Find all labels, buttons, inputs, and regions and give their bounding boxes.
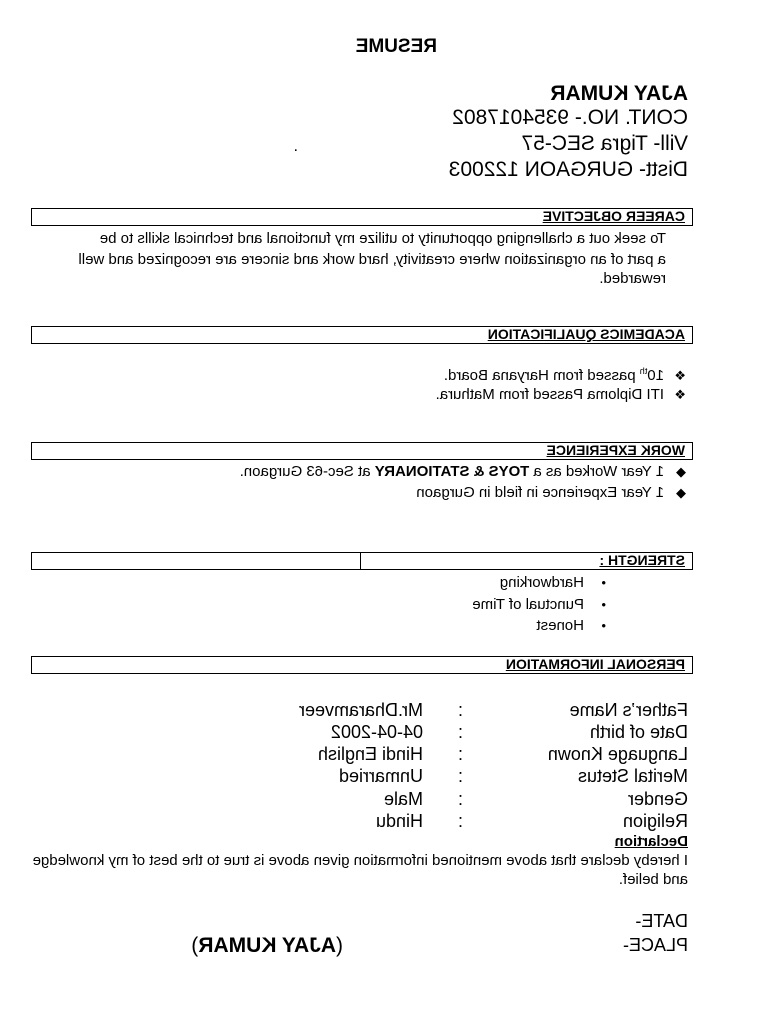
career-objective-heading-box <box>31 208 693 226</box>
personal-info-row: Merital Stetus:Unmarried <box>338 766 688 786</box>
work-experience-heading-box <box>31 442 693 460</box>
strength-item: •Hardworking <box>499 574 606 591</box>
career-objective-line-2: a part of an organization where creativity, hard work and sincere are recognized and well rewarded. <box>78 251 666 287</box>
strength-heading: STRENGTH : <box>599 552 685 568</box>
diamond-bullet-icon: ❖ <box>674 387 686 402</box>
declaration-heading: Declartion <box>614 833 688 850</box>
career-objective-text <box>18 229 688 288</box>
strength-item: •Punctual of Time <box>472 596 606 613</box>
date-label: DATE- <box>635 911 688 931</box>
academics-item: ❖ITI Diploma Passed from Mathura. <box>435 386 686 403</box>
academics-item: ❖10th passed from Haryana Board. <box>443 366 686 384</box>
contact-number: CONT. NO.- 9354017802 <box>452 106 688 129</box>
document-title: RESUME <box>355 36 437 57</box>
career-objective-heading: CAREER OBJECTIVE <box>542 208 685 224</box>
strength-heading-box <box>31 552 693 570</box>
diamond-bullet-icon: ❖ <box>674 368 686 383</box>
applicant-name: AJAY KUMAR <box>550 82 688 105</box>
signature-name: (AJAY KUMAR) <box>191 934 343 957</box>
dot-bullet-icon: • <box>601 575 606 590</box>
work-item: ◆1 Year Experience in field in Gurgaon <box>416 484 686 501</box>
address-line-2: Distt- GURGAON 122003 <box>448 158 688 181</box>
academics-heading-box <box>31 326 693 344</box>
address-line-1: Vill- Tigra SEC-57 <box>521 132 688 155</box>
dot-bullet-icon: • <box>601 618 606 633</box>
personal-info-row: Date of birth:04-04-2002 <box>330 722 688 742</box>
diamond-bullet-icon: ◆ <box>676 485 686 500</box>
personal-info-row: Language Known:Hindi English <box>317 744 688 764</box>
personal-info-row: Gender:Male <box>383 789 688 809</box>
strength-item: •Honest <box>536 617 606 634</box>
personal-info-row: Father’s Name:Mr.Dharamveer <box>298 700 688 720</box>
academics-heading: ACADEMICS QUALIFICATION <box>487 326 685 342</box>
dot-bullet-icon: • <box>601 597 606 612</box>
personal-info-heading: PERSONAL INFORMATION <box>505 656 685 672</box>
diamond-bullet-icon: ◆ <box>676 464 686 479</box>
career-objective-line-1: To seek out a challenging opportunity to utilize my functional and technical skills to be <box>99 230 666 247</box>
work-experience-heading: WORK EXPERIENCE <box>546 442 685 458</box>
stray-dot: . <box>293 138 298 155</box>
declaration-text: I hereby declare that above mentioned information given above is true to the best of my knowledge and belief. <box>32 852 688 888</box>
heading-divider <box>360 553 361 569</box>
personal-info-row: Religion:Hindu <box>375 811 688 831</box>
work-item: ◆1 Year Worked as a TOYS & STATIONARY at Sec-63 Gurgaon. <box>239 463 686 480</box>
place-label: PLACE- <box>622 935 688 955</box>
personal-info-heading-box <box>31 656 693 674</box>
